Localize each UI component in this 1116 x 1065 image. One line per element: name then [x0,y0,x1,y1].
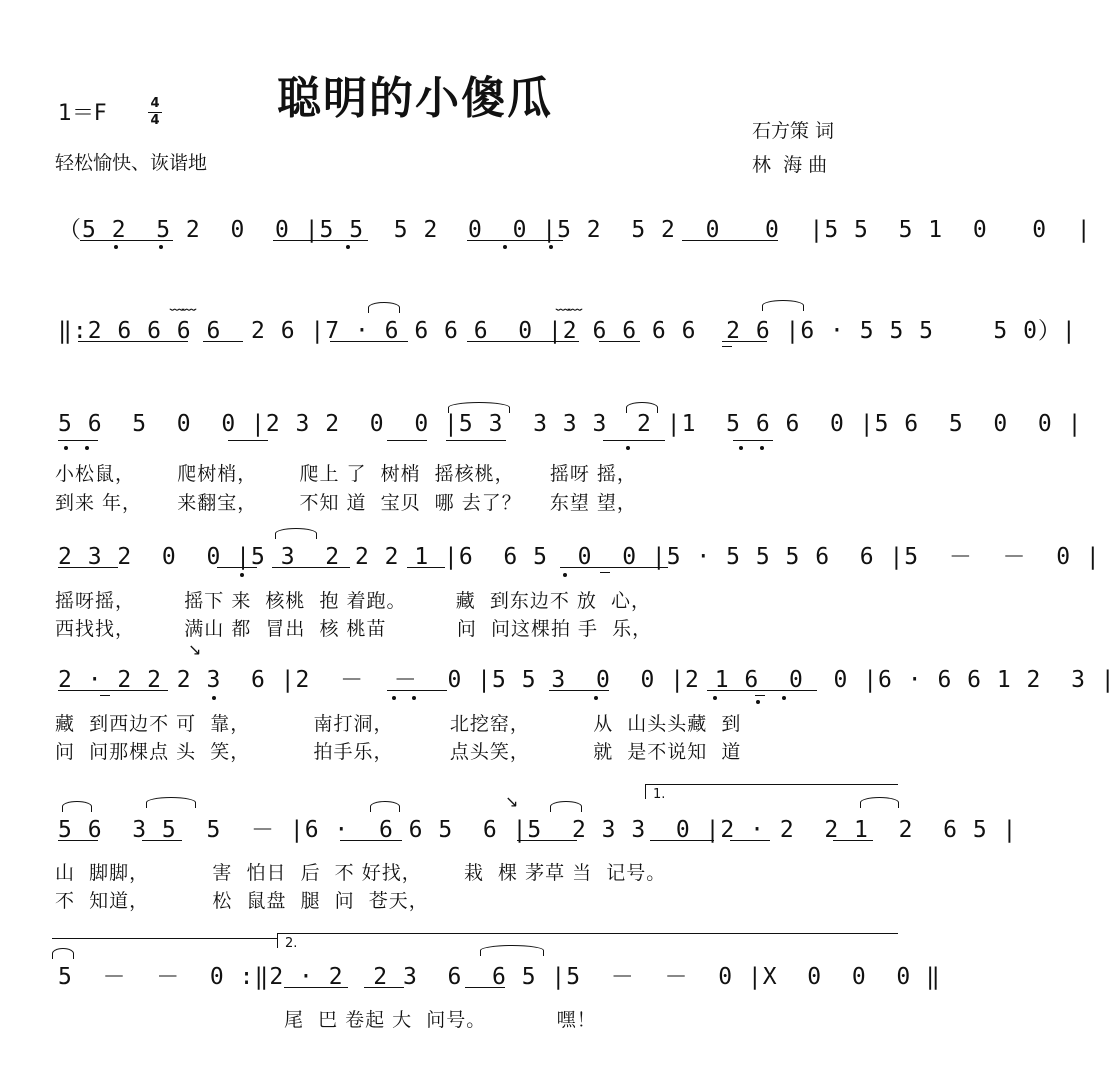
score-line-5-notes: 2 · 2 2 2 3 6 |2 － － 0 |5 5 3 0 0 |2 1 6 0 0 |6 · 6 6 1 2 3 | [58,667,1116,693]
second-ending-label: 2. [285,936,298,951]
second-ending-bracket [277,933,898,948]
score-line-1-notes: （5 2 5 2 0 0 |5 5 5 2 0 0 |5 2 5 2 0 0 |5 5 5 1 0 0 | [58,217,1092,243]
score-line-4-lyrics-verse-2: 西找找， 满山 都 冒出 核 桃苗 问 问这棵拍 手 乐， [55,618,653,640]
time-signature-top: 4 [150,96,160,111]
time-signature [148,97,162,128]
song-title: 聪明的小傻瓜 [277,73,553,124]
score-line-6-lyrics-verse-1: 山 脚脚， 害 怕日 后 不 好找， 栽 棵 茅草 当 记号。 [55,862,667,884]
score-line-7-notes: 5 － － 0 :‖2 · 2 2 3 6 6 5 |5 － － 0 |X 0 0 0 ‖ [58,964,941,990]
score-line-3-lyrics-verse-1: 小松鼠， 爬树梢， 爬上 了 树梢 摇核桃， 摇呀 摇， [55,463,637,485]
score-line-6-lyrics-verse-2: 不 知道， 松 鼠盘 腿 问 苍天， [55,890,429,912]
slide-mark: ↘ [188,640,202,659]
time-signature-bottom: 4 [150,113,160,128]
first-ending-bracket [645,784,898,799]
key-signature: 1＝F [58,101,107,126]
trill-mark: ﹏﹏ [556,297,580,313]
tempo-marking: 轻松愉快、诙谐地 [55,152,208,174]
score-line-5-lyrics-verse-1: 藏 到西边不 可 靠， 南打洞， 北挖窑， 从 山头头藏 到 [55,713,742,735]
score-line-3-notes: 5 6 5 0 0 |2 3 2 0 0 |5 3 3 3 3 2 |1 5 6 6 0 |5 6 5 0 0 | [58,411,1083,437]
score-line-5-lyrics-verse-2: 问 问那棵点 头 笑， 拍手乐， 点头笑， 就 是不说知 道 [55,741,742,763]
composer-credit: 林 海 曲 [752,154,828,176]
score-line-3-lyrics-verse-2: 到来 年， 来翻宝， 不知 道 宝贝 哪 去了？ 东望 望， [55,492,637,514]
trill-mark: ﹏﹏ [170,297,194,313]
score-line-2-notes: ‖:2 6 6 6 6 2 6 |7 · 6 6 6 6 0 |2 6 6 6 6 2 6 |6 · 5 5 5 5 0）| [58,318,1077,344]
score-line-4-lyrics-verse-1: 摇呀摇， 摇下 来 核桃 抱 着跑。 藏 到东边不 放 心， [55,590,651,612]
score-line-6-notes: 5 6 3 5 5 － |6 · 6 6 5 6 |5 2 3 3 0 |2 · 2 2 1 2 6 5 | [58,817,1018,843]
slide-mark: ↘ [505,792,519,811]
lyricist-credit: 石方策 词 [752,120,835,142]
score-line-4-notes: 2 3 2 0 0 |5 3 2 2 2 1 |6 6 5 0 0 |5 · 5 5 5 6 6 |5 － － 0 | [58,544,1101,570]
first-ending-label: 1. [653,787,666,802]
score-line-7-lyrics-verse-1: 尾 巴 卷起 大 问号。 嘿！ [284,1009,597,1031]
